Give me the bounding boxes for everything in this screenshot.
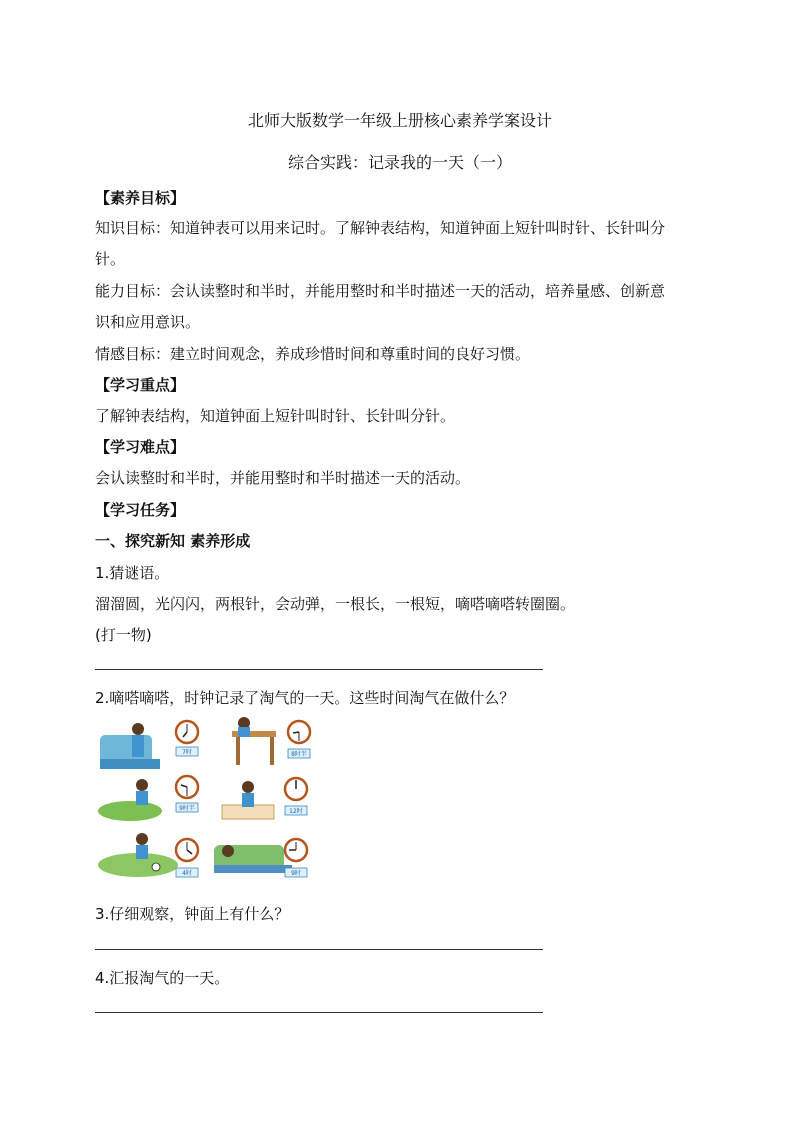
scene-play: [98, 779, 162, 821]
page-title: 北师大版数学一年级上册核心素养学案设计: [247, 111, 552, 130]
difficulty-text: 会认读整时和半时，并能用整时和半时描述一天的活动。: [95, 469, 471, 487]
clock-label-5: 9时: [291, 870, 301, 877]
clock-label-4: 4时: [182, 870, 192, 877]
clock-4: [176, 839, 198, 877]
clock-label-1: 8时半: [291, 751, 307, 758]
question-2: 2.嘀嗒嘀嗒，时钟记录了淘气的一天。这些时间淘气在做什么？: [95, 689, 515, 707]
scene-sleep: [214, 845, 292, 873]
goal-knowledge-line2: 针。: [95, 250, 126, 268]
answer-line-4[interactable]: [95, 1012, 543, 1013]
goal-emotion: 情感目标：建立时间观念，养成珍惜时间和尊重时间的良好习惯。: [95, 345, 531, 363]
clock-8-30: [288, 721, 310, 758]
answer-line-1[interactable]: [95, 669, 543, 670]
daily-activities-illustration: [98, 717, 318, 887]
riddle-hint: (打一物): [95, 626, 152, 644]
question-3: 3.仔细观察，钟面上有什么？: [95, 905, 290, 923]
scene-football: [98, 833, 178, 877]
scene-lunch: [222, 781, 274, 819]
page-subtitle: 综合实践：记录我的一天（一）: [287, 153, 512, 172]
clock-12: [285, 778, 307, 815]
tasks-heading: 【学习任务】: [95, 501, 186, 519]
riddle-text: 溜溜圆，光闪闪，两根针，会动弹，一根长，一根短，嘀嗒嘀嗒转圈圈。: [95, 595, 576, 613]
part1-heading: 一、探究新知 素养形成: [95, 532, 251, 550]
goals-heading: 【素养目标】: [95, 189, 186, 207]
clock-9: [285, 839, 307, 877]
clock-7: [176, 721, 198, 756]
key-text: 了解钟表结构，知道钟面上短针叫时针、长针叫分针。: [95, 407, 456, 425]
clock-label-3: 12时: [289, 808, 303, 815]
goal-knowledge-line1: 知识目标：知道钟表可以用来记时。了解钟表结构，知道钟面上短针叫时针、长针叫分: [95, 219, 666, 237]
clock-label-2: 9时半: [179, 805, 195, 812]
question-4: 4.汇报淘气的一天。: [95, 969, 230, 987]
question-1: 1.猜谜语。: [95, 564, 170, 582]
clock-label-0: 7时: [182, 749, 192, 756]
key-heading: 【学习重点】: [95, 376, 186, 394]
scene-school: [232, 717, 276, 765]
goal-ability-line2: 识和应用意识。: [95, 313, 201, 331]
difficulty-heading: 【学习难点】: [95, 438, 186, 456]
answer-line-3[interactable]: [95, 949, 543, 950]
clock-9-30: [176, 776, 198, 812]
goal-ability-line1: 能力目标：会认读整时和半时，并能用整时和半时描述一天的活动，培养量感、创新意: [95, 282, 666, 300]
scene-wake-up: [100, 723, 160, 769]
